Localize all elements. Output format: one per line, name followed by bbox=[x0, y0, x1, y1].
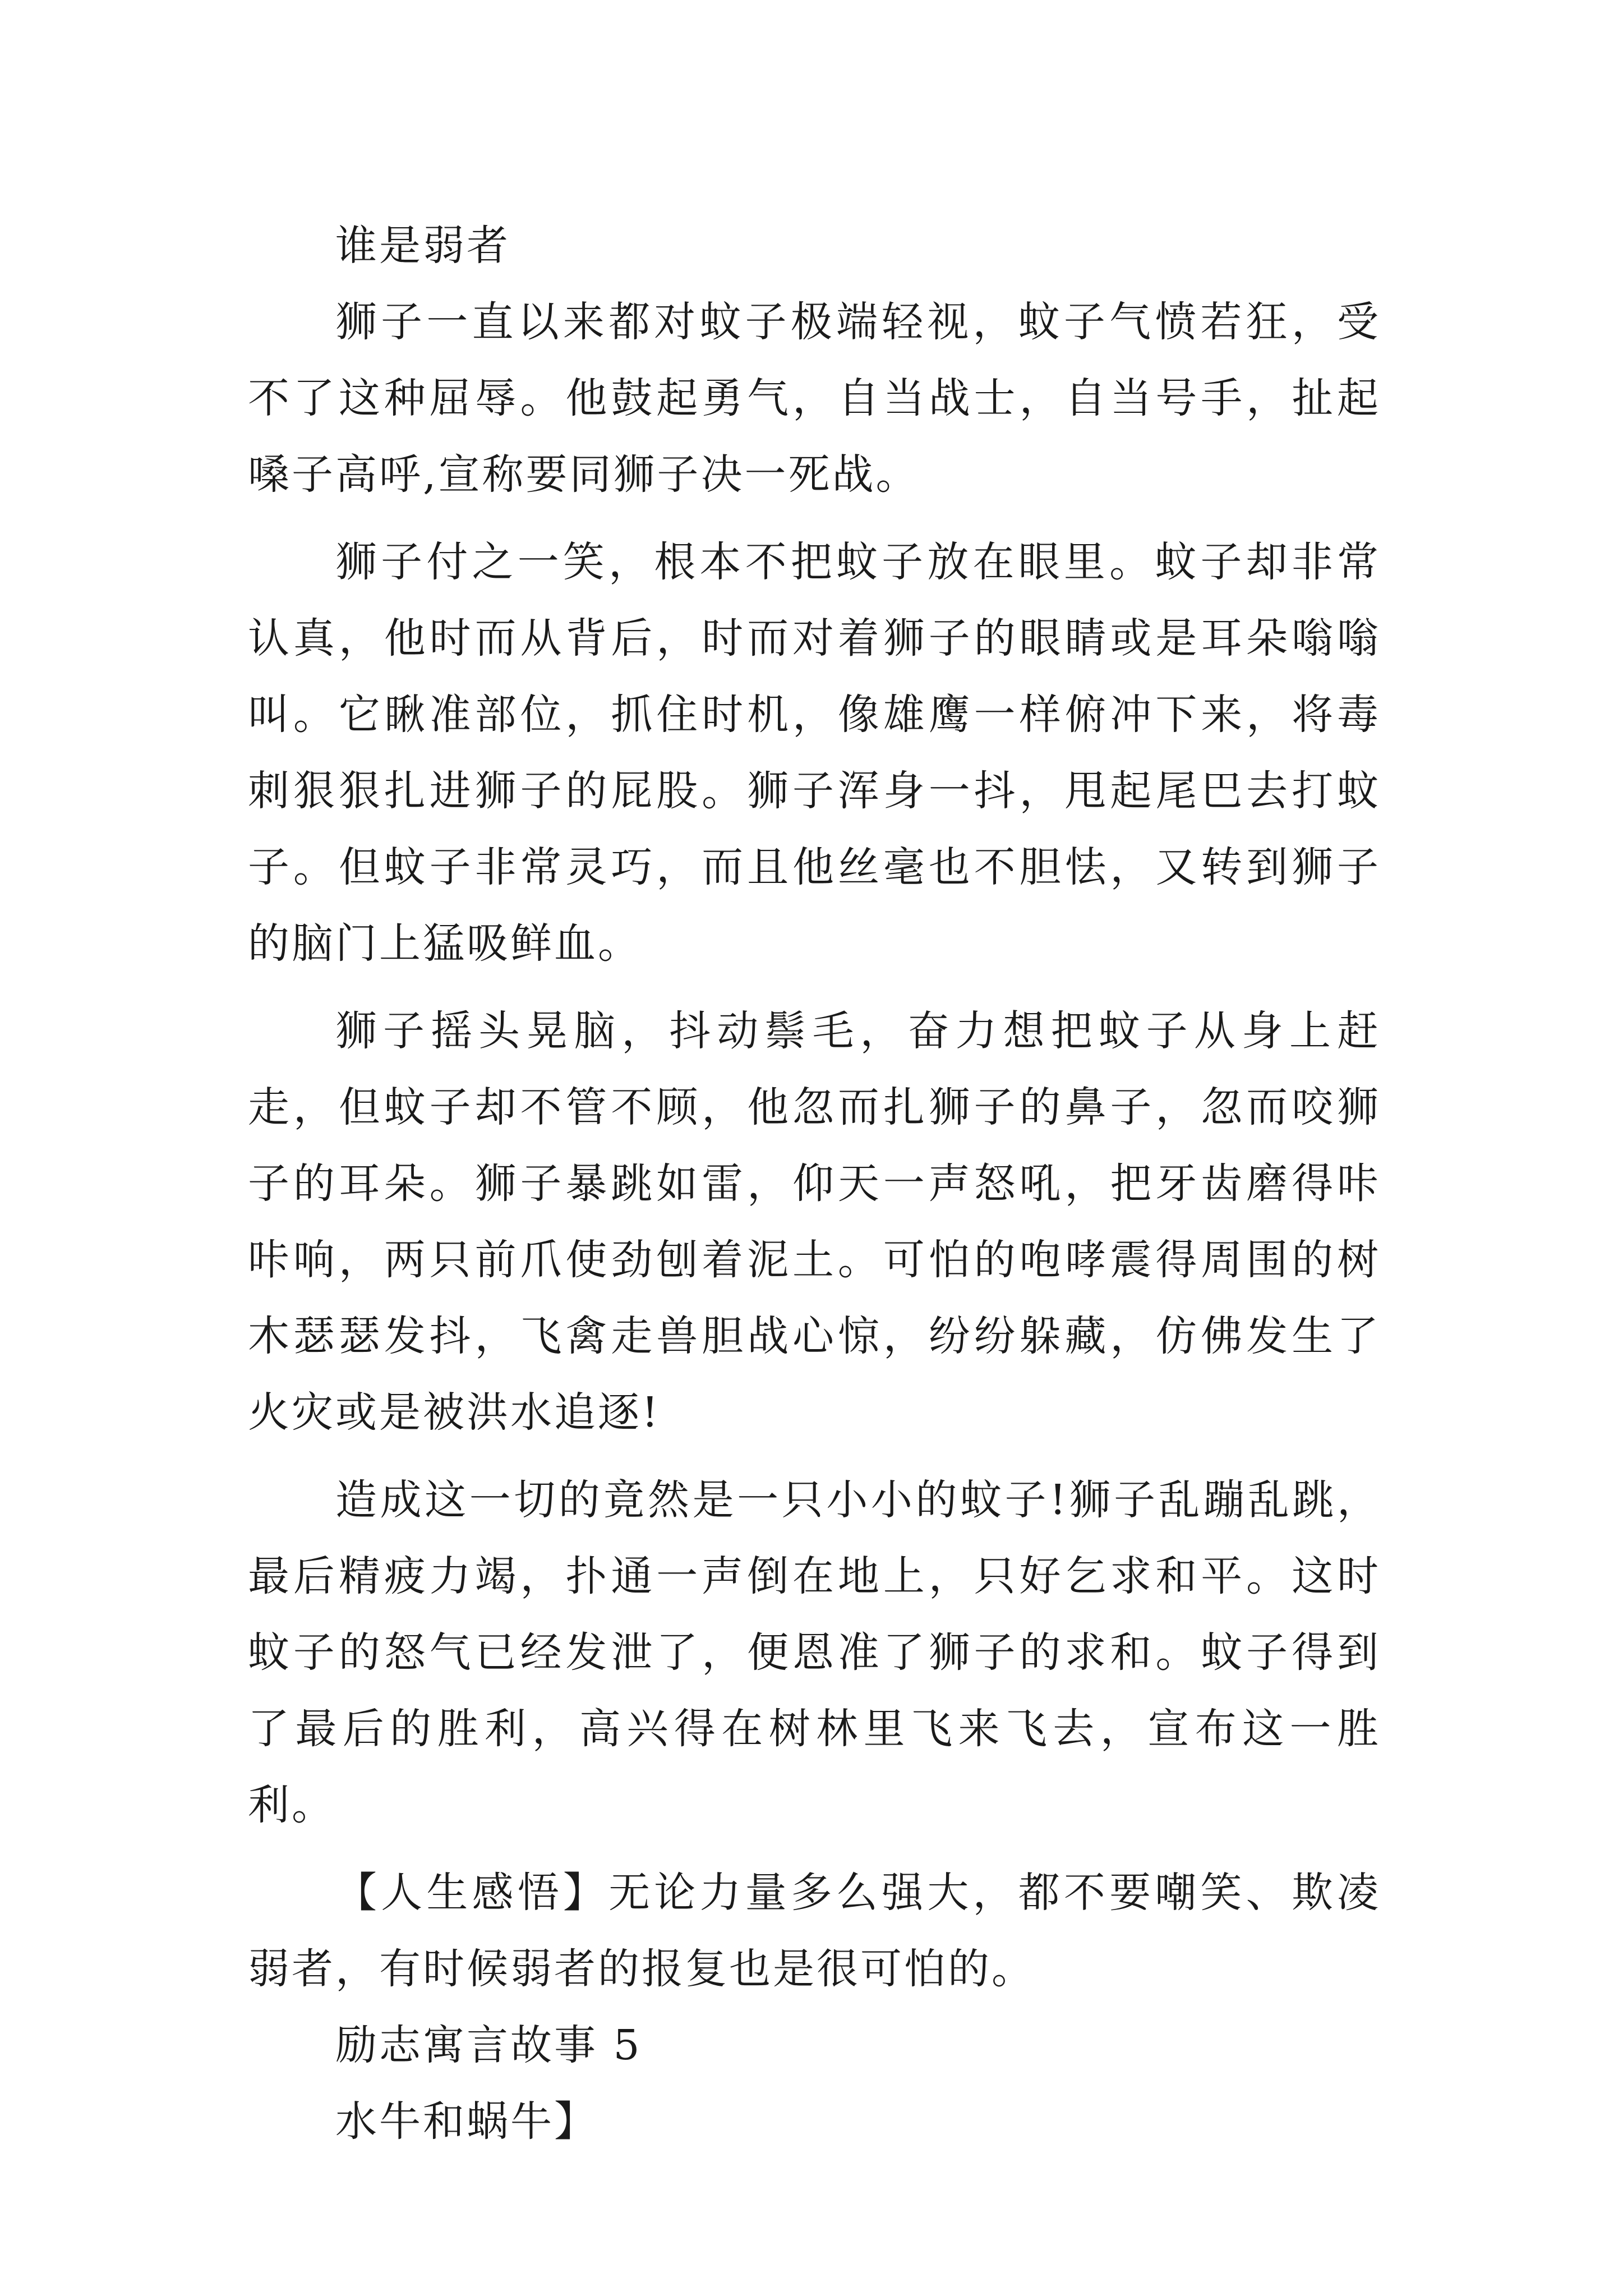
life-insight-paragraph: 【人生感悟】无论力量多么强大，都不要嘲笑、欺凌弱者，有时候弱者的报复也是很可怕的。 bbox=[248, 1869, 1381, 1993]
paragraph-2: 狮子付之一笑，根本不把蚊子放在眼里。蚊子却非常认真，他时而从背后，时而对着狮子的眼睛或是耳朵嗡嗡叫。它瞅准部位，抓住时机，像雄鹰一样俯冲下来，将毒刺狠狠扎进狮子的屁股。狮子浑身一抖，甩起尾巴去打蚊子。但蚊子非常灵巧，而且他丝毫也不胆怯，又转到狮子的脑门上猛吸鲜血。 bbox=[248, 538, 1381, 968]
document-body bbox=[248, 208, 1381, 2160]
section-heading: 励志寓言故事 5 bbox=[335, 2021, 642, 2069]
paragraph-4: 造成这一切的竟然是一只小小的蚊子!狮子乱蹦乱跳，最后精疲力竭，扑通一声倒在地上，只好乞求和平。这时蚊子的怒气已经发泄了，便恩准了狮子的求和。蚊子得到了最后的胜利，高兴得在树林里飞来飞去，宣布这一胜利。 bbox=[248, 1476, 1381, 1829]
next-story-title: 水牛和蜗牛】 bbox=[335, 2097, 598, 2146]
story-title: 谁是弱者 bbox=[335, 222, 510, 270]
paragraph-3: 狮子摇头晃脑，抖动鬃毛，奋力想把蚊子从身上赶走，但蚊子却不管不顾，他忽而扎狮子的鼻子，忽而咬狮子的耳朵。狮子暴跳如雷，仰天一声怒吼，把牙齿磨得咔咔响，两只前爪使劲刨着泥土。可怕的咆哮震得周围的树木瑟瑟发抖，飞禽走兽胆战心惊，纷纷躲藏，仿佛发生了火灾或是被洪水追逐! bbox=[248, 1007, 1381, 1437]
paragraph-1: 狮子一直以来都对蚊子极端轻视，蚊子气愤若狂，受不了这种屈辱。他鼓起勇气，自当战士，自当号手，扯起嗓子高呼,宣称要同狮子决一死战。 bbox=[248, 298, 1381, 499]
